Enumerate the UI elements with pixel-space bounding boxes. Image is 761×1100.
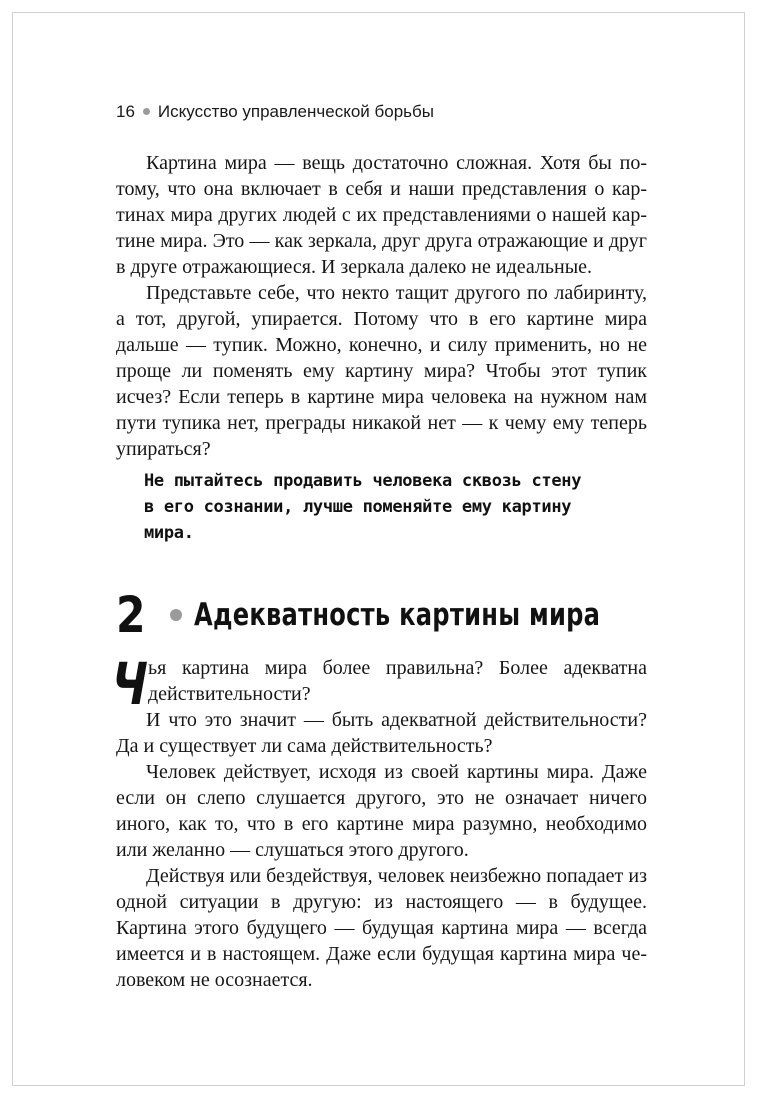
paragraph: Картина мира — вещь достаточно сложная. Хотя бы потому, что она включает в себя и наши представления о картинах мира других людей с их представлениями о нашей картине мира. Это — как зеркала, друг друга отражающие и друг в друге отражающиеся. И зеркала далеко не идеальные. [116, 152, 647, 278]
paragraph: Действуя или бездействуя, человек неизбежно попадает из одной ситуации в другую: из настоящего — в будущее. Картина этого будущего — будущая картина мира — всегда имеется и в настоящем. Даже если будущая картина мира человеком не осознается. [116, 865, 647, 991]
book-title: Искусство управленческой борьбы [157, 102, 434, 121]
callout-quote [144, 468, 624, 546]
first-paragraph [105, 650, 647, 718]
running-header [116, 102, 434, 122]
drop-cap: Ч [105, 650, 154, 718]
paragraph: Человек действует, исходя из своей картины мира. Даже если он слепо слушается другого, это не означает ничего иного, как то, что в его картине мира разумно, необходимо или желанно — слушаться этого другого. [116, 761, 647, 861]
intro-text [116, 150, 647, 462]
section-title: Адекватность картины мира [194, 597, 601, 633]
section-text [105, 650, 647, 993]
callout-line: Не пытайтесь продавить человека сквозь стену [144, 471, 582, 491]
section-number: 2 [116, 586, 145, 644]
paragraph: Представьте себе, что некто тащит другого по лабиринту, а тот, другой, упирается. Потому что в его картине мира дальше — тупик. Можно, конечно, и силу применить, но не проще ли поменять ему картину мира? Чтобы этот тупик исчез? Если теперь в картине мира человека на нужном нам пути тупика нет, преграды никакой нет — к чему ему теперь упираться? [116, 282, 647, 460]
section-bullet-icon [170, 609, 182, 621]
callout-line: в его сознании, лучше поменяйте ему картину [144, 497, 572, 517]
page-number: 16 [116, 102, 135, 121]
first-paragraph-text: ья картина мира более правильна? Более адекватна действительности? [148, 657, 647, 705]
paragraph: И что это значит — быть адекватной действительности? Да и существует ли сама действительность? [116, 709, 647, 757]
header-bullet-icon [143, 108, 150, 115]
section-heading [116, 586, 715, 644]
callout-line: мира. [144, 523, 194, 543]
